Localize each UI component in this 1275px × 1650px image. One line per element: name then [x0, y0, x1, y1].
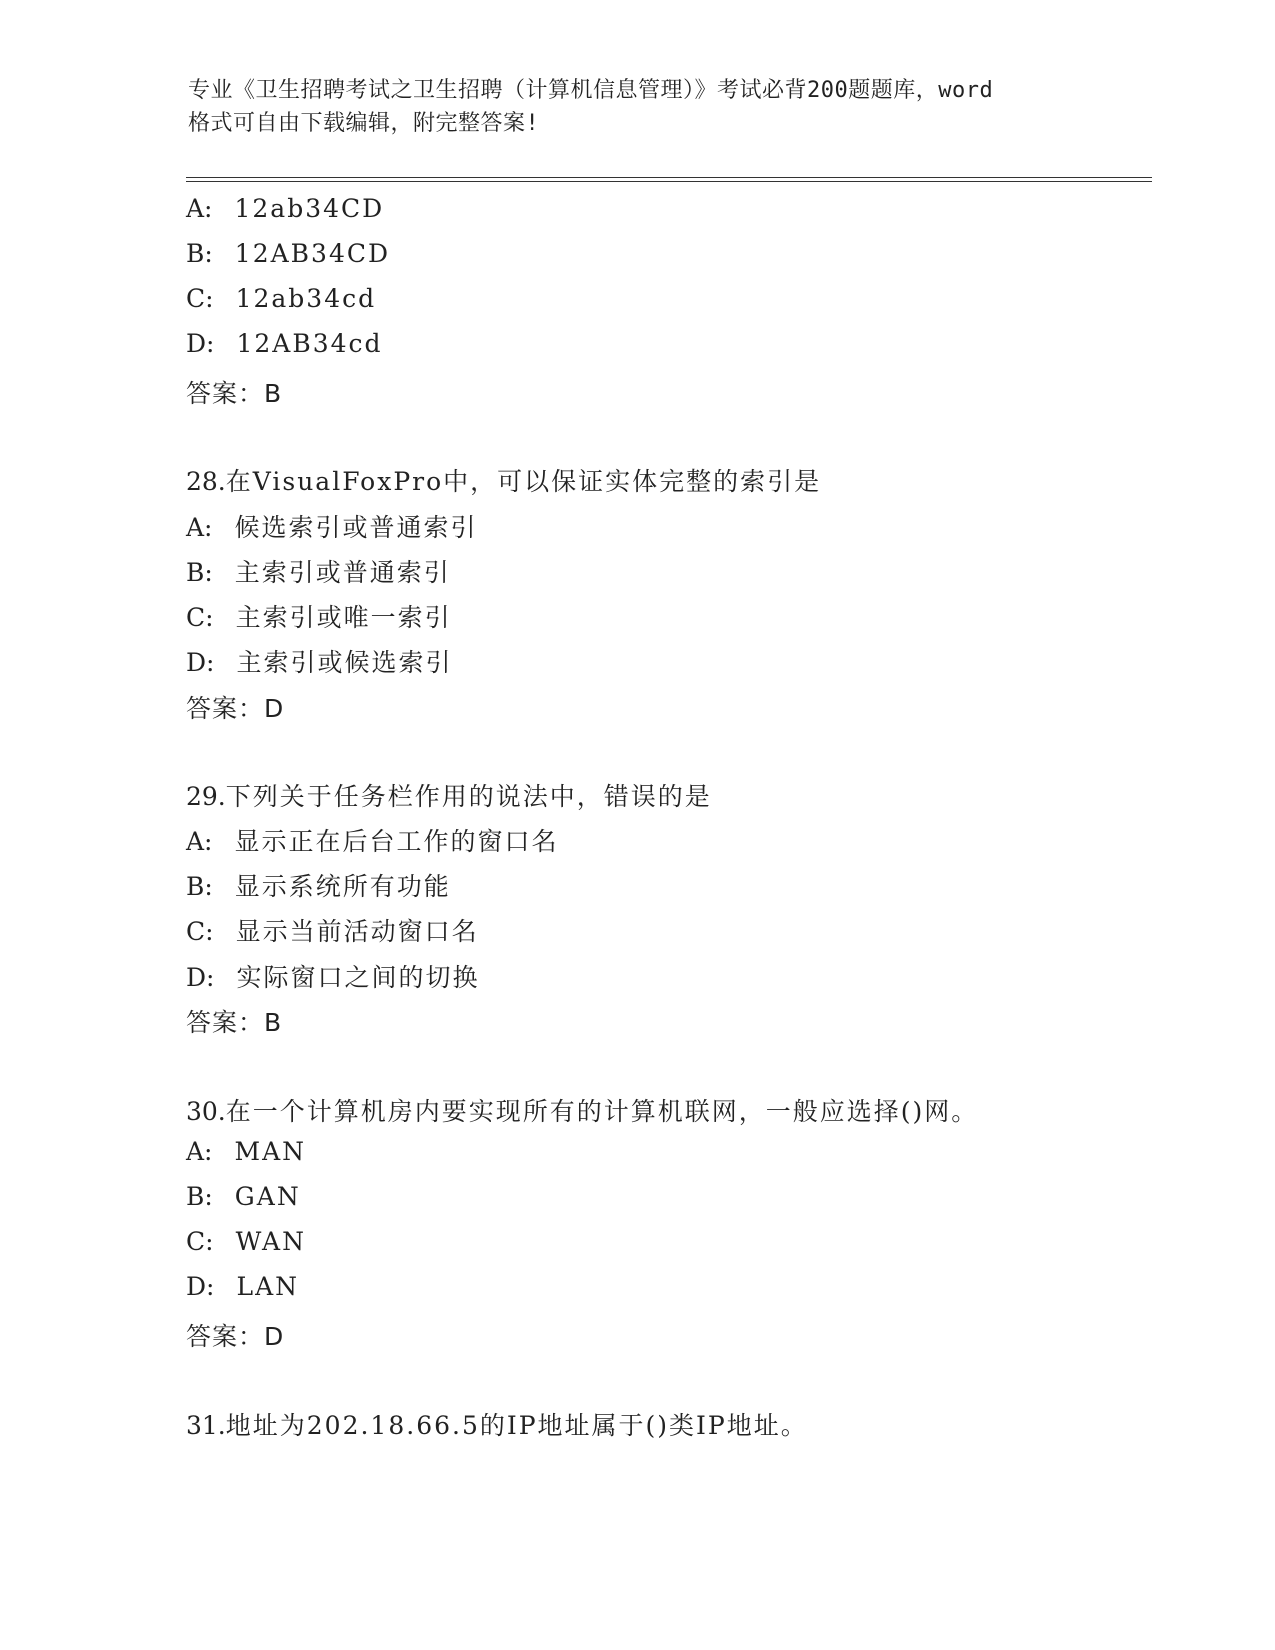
header-divider-top	[186, 177, 1152, 178]
header-line-1: 专业《卫生招聘考试之卫生招聘（计算机信息管理）》考试必背200题题库，word	[188, 78, 994, 103]
q30-option-c	[186, 1227, 306, 1256]
option-letter: C:	[186, 284, 214, 313]
q28-option-c	[186, 598, 452, 634]
option-text: 12ab34CD	[234, 194, 385, 223]
option-letter: A:	[186, 194, 213, 223]
question-number: 29.	[186, 782, 226, 811]
option-text: 显示正在后台工作的窗口名	[234, 827, 559, 856]
option-text: 主索引或唯一索引	[235, 603, 452, 632]
q30-option-b	[186, 1182, 301, 1211]
option-letter: A:	[186, 827, 213, 856]
option-letter: B:	[186, 239, 213, 268]
option-text: 12AB34CD	[234, 239, 391, 268]
q30-option-d	[186, 1272, 299, 1301]
q28-option-a	[186, 508, 478, 544]
q27-option-c	[186, 284, 376, 313]
option-letter: A:	[186, 513, 213, 542]
q27-option-b	[186, 239, 390, 268]
question-text: 地址为202.18.66.5的IP地址属于()类IP地址。	[225, 1411, 808, 1440]
q29-answer: 答案：B	[186, 1008, 283, 1037]
option-letter: C:	[186, 1227, 214, 1256]
option-letter: B:	[186, 1182, 213, 1211]
q28-answer: 答案：D	[186, 694, 285, 723]
document-header	[188, 74, 1088, 140]
option-text: 实际窗口之间的切换	[236, 963, 480, 992]
q29-option-d	[186, 958, 479, 994]
option-text: 候选索引或普通索引	[234, 513, 478, 542]
option-text: 显示当前活动窗口名	[235, 917, 479, 946]
header-divider-bottom	[186, 181, 1152, 182]
option-text: GAN	[234, 1182, 301, 1211]
q30-option-a	[186, 1137, 306, 1166]
header-line-2: 格式可自由下载编辑，附完整答案!	[188, 111, 540, 136]
option-text: 主索引或候选索引	[236, 648, 453, 677]
q30-answer: 答案：D	[186, 1322, 285, 1351]
option-text: 12ab34cd	[235, 284, 377, 313]
option-text: WAN	[235, 1227, 306, 1256]
q27-answer: 答案：B	[186, 379, 283, 408]
option-letter: D:	[186, 648, 215, 677]
q31-stem	[186, 1406, 808, 1442]
question-text: 下列关于任务栏作用的说法中，错误的是	[225, 782, 712, 811]
q27-option-d	[186, 329, 383, 358]
q29-option-a	[186, 822, 559, 858]
q29-option-b	[186, 867, 451, 903]
question-number: 30.	[186, 1097, 226, 1126]
q28-option-d	[186, 643, 452, 679]
option-letter: D:	[186, 963, 215, 992]
option-letter: D:	[186, 329, 215, 358]
q27-option-a	[186, 194, 384, 223]
q29-stem	[186, 777, 712, 813]
option-text: 显示系统所有功能	[234, 872, 451, 901]
option-text: LAN	[236, 1272, 299, 1301]
q28-stem	[186, 462, 821, 498]
question-number: 28.	[186, 467, 226, 496]
question-text: 在一个计算机房内要实现所有的计算机联网，一般应选择()网。	[225, 1097, 979, 1126]
option-letter: A:	[186, 1137, 213, 1166]
option-letter: B:	[186, 558, 213, 587]
question-number: 31.	[186, 1411, 226, 1440]
option-letter: B:	[186, 872, 213, 901]
q28-option-b	[186, 553, 451, 589]
q29-option-c	[186, 912, 479, 948]
q30-stem	[186, 1092, 978, 1128]
option-letter: C:	[186, 917, 214, 946]
option-letter: C:	[186, 603, 214, 632]
option-text: 12AB34cd	[236, 329, 383, 358]
question-text: 在VisualFoxPro中，可以保证实体完整的索引是	[225, 467, 822, 496]
option-text: 主索引或普通索引	[234, 558, 451, 587]
option-text: MAN	[234, 1137, 307, 1166]
option-letter: D:	[186, 1272, 215, 1301]
